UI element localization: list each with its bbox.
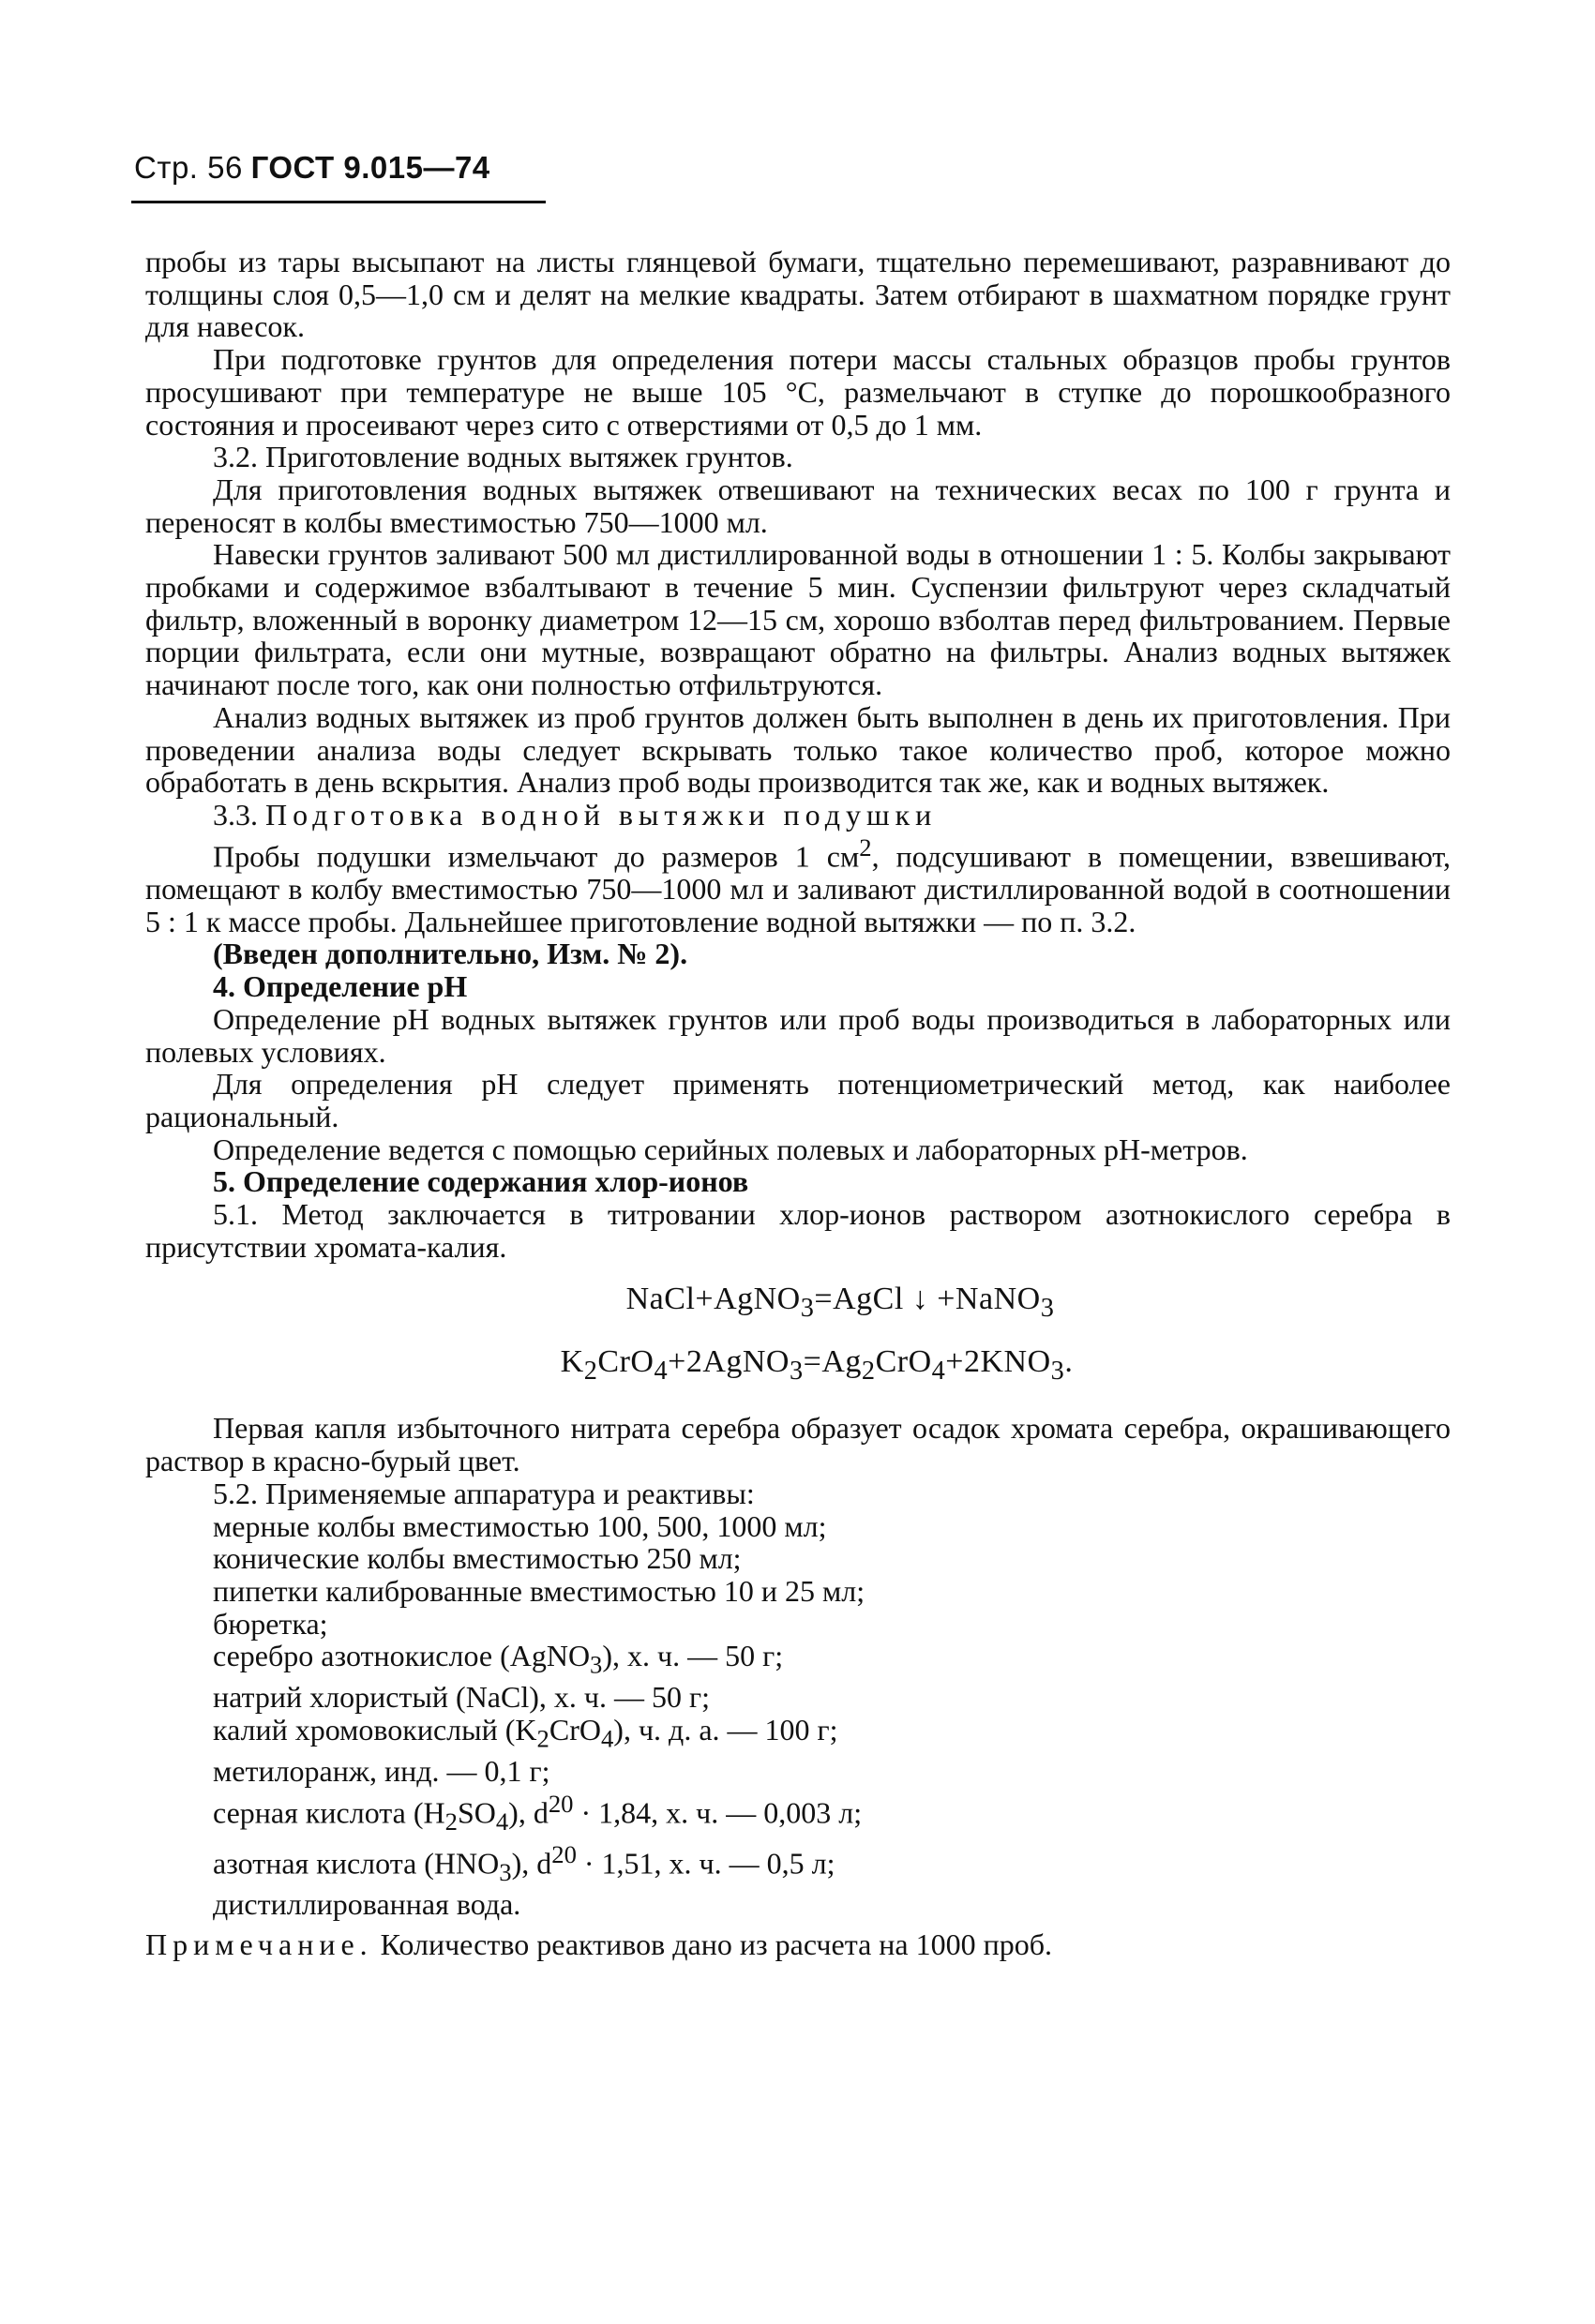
eq1-part-b: =AgCl ↓ +NaNO — [814, 1282, 1041, 1317]
paragraph-samples-spreading: пробы из тары высыпают на листы глянцевой бумаги, тщательно перемешивают, разравнивают до толщины слоя 0,5—1,0 см и делят на мелкие квадраты. Затем отбирают в шахматном порядке грунт для навесок. — [145, 245, 1451, 344]
item-sub: 3 — [499, 1857, 512, 1886]
note-text: Количество реактивов дано из расчета на 1000 проб. — [372, 1927, 1053, 1962]
item-sub: 4 — [600, 1724, 614, 1753]
item-text: калий хромовокислый (K — [213, 1713, 537, 1747]
eq2-part-a: K — [560, 1343, 584, 1379]
item-text: азотная кислота (HNO — [213, 1846, 500, 1881]
paragraph-pillow-extract — [145, 832, 1451, 938]
eq2-part-f: +2KNO — [945, 1343, 1051, 1379]
paragraph-ph-meters: Определение ведется с помощью серийных полевых и лабораторных рН-метров. — [213, 1132, 1248, 1166]
reaction-equation-1 — [145, 1283, 1451, 1326]
item-sup: 20 — [548, 1789, 574, 1818]
eq2-sub-a: 2 — [583, 1356, 598, 1386]
section-4-heading: 4. Определение рН — [213, 969, 468, 1004]
eq2-part-g: . — [1064, 1343, 1074, 1379]
item-text: ), ч. д. а. — 100 г; — [613, 1713, 838, 1747]
list-item — [213, 1838, 1451, 1889]
paragraph-extract-weighing: Для приготовления водных вытяжек отвешивают на технических весах по 100 г грунта и переносят в колбы вместимостью 750—1000 мл. — [145, 472, 1451, 539]
list-item: натрий хлористый (NaCl), х. ч. — 50 г; — [213, 1680, 710, 1715]
item-text: ), d — [511, 1846, 552, 1881]
item-text: CrO — [549, 1713, 601, 1747]
section-3-3-number: 3.3. — [213, 797, 258, 832]
list-item: бюретка; — [213, 1606, 328, 1641]
eq2-sub-d: 2 — [861, 1356, 876, 1386]
eq2-sub-f: 3 — [1050, 1356, 1065, 1386]
eq2-part-e: CrO — [875, 1343, 932, 1379]
item-sup: 20 — [551, 1839, 577, 1868]
document-body — [145, 246, 1451, 1961]
item-sub: 2 — [536, 1724, 549, 1753]
section-3-3-title: Подготовка водной вытяжки подушки — [265, 797, 938, 832]
list-item — [213, 1788, 1451, 1838]
eq2-sub-b: 4 — [654, 1356, 669, 1386]
list-item — [213, 1714, 1451, 1755]
section-5-2-heading: 5.2. Применяемые аппаратура и реактивы: — [213, 1476, 755, 1510]
note-paragraph — [145, 1928, 1451, 1961]
note-label: Примечание. — [145, 1927, 373, 1962]
paragraph-titration-method: 5.1. Метод заключается в титровании хлор-ионов раствором азотнокислого серебра в присутствии хромата-калия. — [145, 1197, 1451, 1264]
eq2-sub-e: 4 — [931, 1356, 946, 1386]
paragraph-extract-analysis: Анализ водных вытяжек из проб грунтов должен быть выполнен в день их приготовления. При проведении анализа воды следует вскрывать только такое количество проб, которое можно обработать в день вскрытия. Анализ проб воды производится так же, как и водных вытяжек. — [145, 699, 1451, 800]
paragraph-ph-method: Для определения рН следует применять потенциометрический метод, как наиболее рациональный. — [145, 1067, 1451, 1133]
pillow-extract-sup: 2 — [859, 832, 872, 862]
paragraph-extract-filtering: Навески грунтов заливают 500 мл дистиллированной воды в отношении 1 : 5. Колбы закрывают пробками и содержимое взбалтывают в течение 5 мин. Суспензии фильтруют через складчатый фильтр, вложенный в воронку диаметром 12—15 см, хорошо взболтав перед фильтрованием. Первые порции фильтрата, если они мутные, возвращают обратно на фильтры. Анализ водных вытяжек начинают после того, как они полностью отфильтруются. — [145, 537, 1451, 702]
list-item: метилоранж, инд. — 0,1 г; — [213, 1754, 550, 1789]
header-rule — [131, 201, 546, 203]
item-text: · 1,51, х. ч. — 0,5 л; — [576, 1846, 835, 1881]
pillow-extract-text-b: , подсушивают в помещении, взвешивают, помещают в колбу вместимостью 750—1000 мл и заливают дистиллированной водой в соотношении 5 : 1 к массе пробы. Дальнейшее приготовление водной вытяжки — по п. 3.2. — [145, 839, 1452, 938]
amendment-note: (Введен дополнительно, Изм. № 2). — [213, 937, 688, 971]
eq1-sub-a: 3 — [800, 1294, 815, 1324]
paragraph-soil-drying: При подготовке грунтов для определения потери массы стальных образцов пробы грунтов просушивают при температуре не выше 105 °С, размельчают в ступке до порошкообразного состояния и просеивают через сито с отверстиями от 0,5 до 1 мм. — [145, 342, 1451, 442]
eq2-sub-c: 3 — [789, 1356, 804, 1386]
page-header — [134, 150, 490, 187]
paragraph-ph-conditions: Определение рН водных вытяжек грунтов или проб воды производиться в лабораторных или полевых условиях. — [145, 1001, 1451, 1069]
reagents-list — [145, 1510, 1451, 1922]
item-text: SO — [457, 1795, 496, 1830]
standard-designation: ГОСТ 9.015—74 — [250, 150, 490, 185]
item-text: серебро азотнокислое (AgNO — [213, 1639, 591, 1673]
list-item — [213, 1640, 1451, 1681]
list-item: мерные колбы вместимостью 100, 500, 1000 мл; — [213, 1508, 827, 1543]
item-sub: 2 — [444, 1807, 458, 1837]
section-5-heading: 5. Определение содержания хлор-ионов — [213, 1164, 749, 1199]
item-sub: 4 — [495, 1807, 509, 1837]
paragraph-first-drop: Первая капля избыточного нитрата серебра образует осадок хромата серебра, окрашивающего раствор в красно-бурый цвет. — [145, 1411, 1451, 1478]
item-text: · 1,84, х. ч. — 0,003 л; — [573, 1795, 863, 1830]
eq2-part-c: +2AgNO — [668, 1343, 790, 1379]
list-item: конические колбы вместимостью 250 мл; — [213, 1541, 742, 1576]
section-3-2-heading: 3.2. Приготовление водных вытяжек грунтов. — [213, 440, 793, 474]
item-sub: 3 — [590, 1650, 603, 1679]
item-text: серная кислота (H — [213, 1795, 445, 1830]
section-3-3-heading — [145, 799, 1451, 832]
item-text: ), х. ч. — 50 г; — [602, 1639, 784, 1673]
item-text: ), d — [508, 1795, 549, 1830]
eq1-sub-b: 3 — [1040, 1294, 1055, 1324]
list-item: дистиллированная вода. — [213, 1887, 521, 1922]
eq1-part-a: NaCl+AgNO — [625, 1282, 801, 1317]
pillow-extract-text-a: Пробы подушки измельчают до размеров 1 см — [213, 839, 860, 874]
reaction-equation-2 — [145, 1343, 1451, 1388]
list-item: пипетки калиброванные вместимостью 10 и 25 мл; — [213, 1573, 865, 1608]
eq2-part-d: =Ag — [803, 1343, 862, 1379]
page-number-label: Стр. 56 — [134, 150, 243, 185]
eq2-part-b: CrO — [597, 1343, 655, 1379]
